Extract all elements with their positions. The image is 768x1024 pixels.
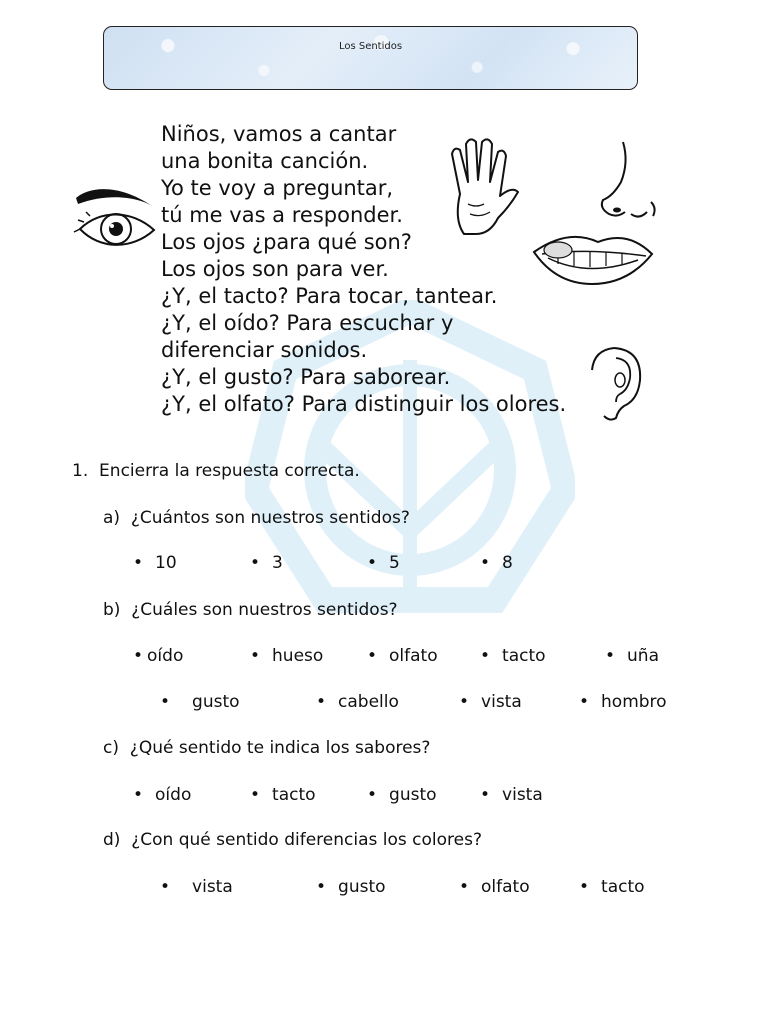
bullet-icon: •	[133, 553, 144, 573]
option-item[interactable]	[480, 553, 513, 573]
option-item[interactable]	[459, 692, 522, 712]
poem-line: ¿Y, el oído? Para escuchar y	[161, 311, 454, 335]
option-label: tacto	[601, 877, 645, 897]
option-item[interactable]	[579, 877, 645, 897]
exercise-number: 1.	[72, 461, 89, 481]
poem-line: tú me vas a responder.	[161, 203, 403, 227]
bullet-icon: •	[579, 692, 590, 712]
question-a	[103, 508, 410, 528]
option-item[interactable]	[133, 553, 177, 573]
ear-icon	[586, 344, 646, 422]
option-label: gusto	[192, 692, 240, 712]
hand-icon	[440, 134, 522, 244]
poem-line: Los ojos son para ver.	[161, 257, 389, 281]
option-label: vista	[481, 692, 522, 712]
option-label: vista	[502, 785, 543, 805]
page-title: Los Sentidos	[338, 41, 403, 52]
question-letter: b)	[103, 600, 121, 620]
option-item[interactable]	[480, 646, 546, 666]
question-d	[103, 830, 482, 850]
option-item[interactable]	[480, 785, 543, 805]
option-item[interactable]	[250, 785, 316, 805]
bullet-icon: •	[367, 646, 378, 666]
bullet-icon: •	[459, 692, 470, 712]
option-label: 3	[272, 553, 283, 573]
option-item[interactable]	[160, 877, 233, 897]
option-label: vista	[192, 877, 233, 897]
question-letter: d)	[103, 830, 121, 850]
option-item[interactable]	[367, 553, 400, 573]
bullet-icon: •	[316, 692, 327, 712]
bullet-icon: •	[480, 553, 491, 573]
option-item[interactable]	[459, 877, 530, 897]
option-label: hombro	[601, 692, 667, 712]
bullet-icon: •	[367, 553, 378, 573]
question-c	[103, 738, 430, 758]
bullet-icon: •	[480, 785, 491, 805]
poem-line: diferenciar sonidos.	[161, 338, 368, 362]
option-label: gusto	[338, 877, 386, 897]
option-item[interactable]	[133, 646, 183, 666]
option-label: tacto	[272, 785, 316, 805]
option-item[interactable]	[605, 646, 659, 666]
question-text: ¿Cuáles son nuestros sentidos?	[131, 600, 398, 620]
question-letter: c)	[103, 738, 119, 758]
title-banner	[103, 26, 638, 90]
poem-line: Yo te voy a preguntar,	[161, 176, 394, 200]
question-text: ¿Qué sentido te indica los sabores?	[129, 738, 431, 758]
option-item[interactable]	[316, 692, 399, 712]
bullet-icon: •	[160, 877, 171, 897]
nose-icon	[595, 138, 661, 224]
option-label: oído	[155, 785, 192, 805]
bullet-icon: •	[579, 877, 590, 897]
option-item[interactable]	[133, 785, 191, 805]
option-label: hueso	[272, 646, 324, 666]
option-item[interactable]	[250, 553, 283, 573]
option-item[interactable]	[316, 877, 386, 897]
bullet-icon: •	[250, 553, 261, 573]
option-label: oído	[147, 646, 184, 666]
mouth-icon	[528, 224, 658, 288]
option-label: 10	[155, 553, 177, 573]
option-item[interactable]	[367, 646, 438, 666]
bullet-icon: •	[316, 877, 327, 897]
poem-line: ¿Y, el gusto? Para saborear.	[161, 365, 451, 389]
bullet-icon: •	[133, 646, 144, 666]
option-item[interactable]	[579, 692, 667, 712]
option-label: gusto	[389, 785, 437, 805]
bullet-icon: •	[367, 785, 378, 805]
option-item[interactable]	[160, 692, 240, 712]
bullet-icon: •	[605, 646, 616, 666]
poem-line: Niños, vamos a cantar	[161, 122, 397, 146]
option-label: uña	[627, 646, 659, 666]
option-label: olfato	[389, 646, 438, 666]
bullet-icon: •	[480, 646, 491, 666]
poem-line: una bonita canción.	[161, 149, 369, 173]
exercise-instruction	[72, 461, 360, 481]
option-item[interactable]	[367, 785, 437, 805]
exercise-instruction-text: Encierra la respuesta correcta.	[99, 461, 360, 481]
eye-icon	[70, 184, 160, 264]
option-label: tacto	[502, 646, 546, 666]
bullet-icon: •	[250, 785, 261, 805]
question-text: ¿Cuántos son nuestros sentidos?	[130, 508, 410, 528]
bullet-icon: •	[160, 692, 171, 712]
option-label: cabello	[338, 692, 399, 712]
question-b	[103, 600, 398, 620]
option-label: 5	[389, 553, 400, 573]
poem-line: ¿Y, el olfato? Para distinguir los olores.	[161, 392, 567, 416]
poem-line: ¿Y, el tacto? Para tocar, tantear.	[161, 284, 498, 308]
question-letter: a)	[103, 508, 121, 528]
bullet-icon: •	[459, 877, 470, 897]
bullet-icon: •	[133, 785, 144, 805]
bullet-icon: •	[250, 646, 261, 666]
poem-line: Los ojos ¿para qué son?	[161, 230, 412, 254]
option-item[interactable]	[250, 646, 323, 666]
option-label: olfato	[481, 877, 530, 897]
option-label: 8	[502, 553, 513, 573]
question-text: ¿Con qué sentido diferencias los colores?	[131, 830, 482, 850]
